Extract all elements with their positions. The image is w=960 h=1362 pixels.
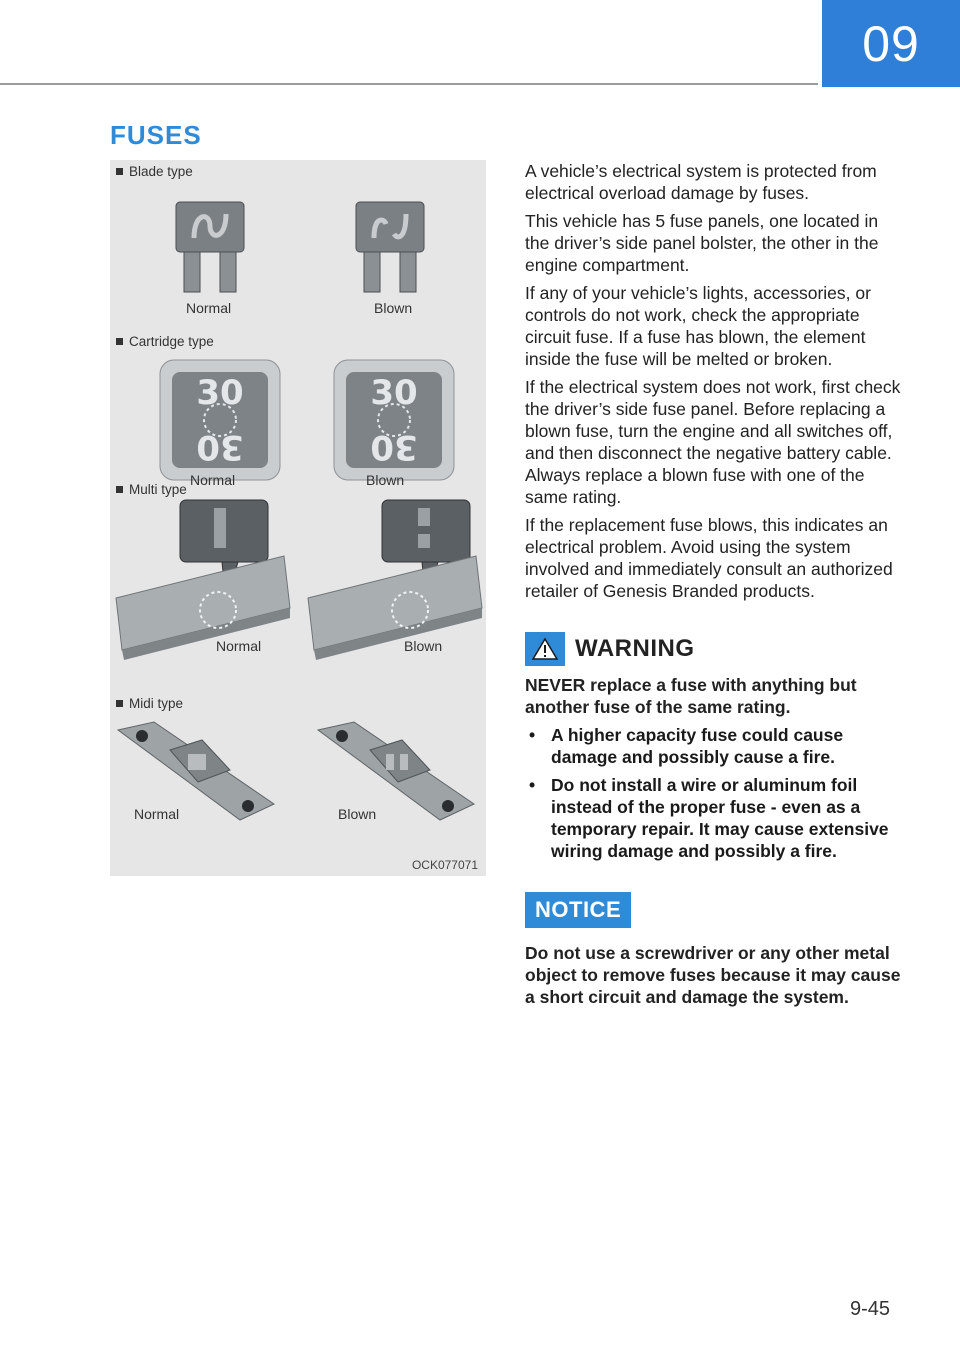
midi-normal-caption: Normal (134, 806, 180, 822)
cartridge-type-label: Cartridge type (116, 334, 214, 349)
square-bullet-icon (116, 486, 123, 493)
fuse-types-figure (110, 160, 486, 876)
multi-fuse-blown-image (306, 498, 486, 664)
multi-fuse-normal-image (114, 498, 294, 664)
multi-type-label: Multi type (116, 482, 187, 497)
body-paragraph: If any of your vehicle’s lights, accessories, or controls do not work, check the appropriate circuit fuse. If a fuse has blown, the element inside the fuse will be melted or broken. (525, 283, 871, 369)
warning-bullets (525, 724, 905, 862)
square-bullet-icon (116, 338, 123, 345)
chapter-tab (822, 0, 960, 87)
notice-badge: NOTICE (525, 892, 631, 928)
chapter-number: 09 (862, 15, 920, 72)
svg-text:30: 30 (196, 427, 244, 467)
midi-blown-caption: Blown (338, 806, 377, 822)
blade-fuse-normal-image (170, 198, 250, 298)
svg-text:30: 30 (196, 373, 244, 413)
square-bullet-icon (116, 700, 123, 707)
warning-title: WARNING (575, 635, 695, 662)
body-paragraph: If the electrical system does not work, first check the driver’s side fuse panel. Before replacing a blown fuse, turn the engine and all switches off, and then disconnect the negative battery cable. Always replace a blown fuse with one of the same rating. (525, 377, 901, 507)
midi-type-label: Midi type (116, 696, 183, 711)
warning-header (525, 632, 905, 666)
svg-text:30: 30 (370, 427, 418, 467)
warning-lead: NEVER replace a fuse with anything but another fuse of the same rating. (525, 675, 857, 717)
body-column (525, 160, 905, 1014)
notice-text: Do not use a screwdriver or any other metal object to remove fuses because it may cause a short circuit and damage the system. (525, 943, 901, 1007)
svg-text:30: 30 (370, 373, 418, 413)
cartridge-fuse-blown-image (332, 358, 456, 482)
cartridge-blown-caption: Blown (366, 472, 405, 488)
body-paragraph: A vehicle’s electrical system is protected from electrical overload damage by fuses. (525, 161, 877, 203)
blade-normal-caption: Normal (186, 300, 232, 316)
warning-icon (525, 632, 565, 666)
header-rule (0, 83, 818, 85)
warning-bullet: • Do not install a wire or aluminum foil instead of the proper fuse - even as a temporary repair. It may cause extensive wiring damage and possibly a fire. (525, 774, 905, 862)
cartridge-fuse-normal-image (158, 358, 282, 482)
figure-code: OCK077071 (411, 858, 478, 872)
body-paragraph: This vehicle has 5 fuse panels, one located in the driver’s side panel bolster, the other in the engine compartment. (525, 211, 879, 275)
blade-blown-caption: Blown (374, 300, 413, 316)
blade-fuse-blown-image (350, 198, 430, 298)
page-number: 9-45 (850, 1298, 891, 1320)
body-paragraph: If the replacement fuse blows, this indicates an electrical problem. Avoid using the system involved and immediately consult an authorized retailer of Genesis Branded products. (525, 515, 893, 601)
square-bullet-icon (116, 168, 123, 175)
section-title: FUSES (110, 120, 202, 150)
multi-blown-caption: Blown (404, 638, 443, 654)
warning-bullet: • A higher capacity fuse could cause damage and possibly cause a fire. (525, 724, 905, 768)
blade-type-label: Blade type (116, 164, 193, 179)
cartridge-normal-caption: Normal (190, 472, 236, 488)
multi-normal-caption: Normal (216, 638, 262, 654)
